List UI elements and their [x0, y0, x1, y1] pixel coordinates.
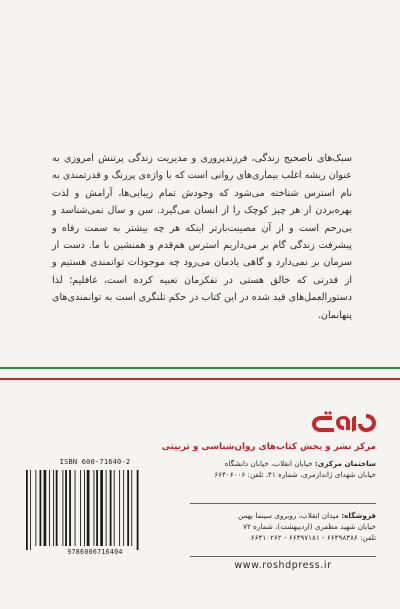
barcode-bar — [26, 470, 28, 550]
central-address-line: خیابان شهدای ژاندارمری، شماره ۴۱، تلفن: ۶۶۴۰۶۰۰۶ — [214, 470, 376, 479]
barcode-bar — [49, 470, 50, 546]
barcode-bar — [110, 470, 112, 546]
barcode-bar — [40, 470, 42, 546]
central-office-address — [166, 458, 376, 480]
barcode-bar — [123, 470, 124, 546]
blurb-paragraph: سبک‌های ناصحیح زندگی، فرزندپروری و مدیریت زندگی پرتنش امروزی به عنوان ریشه اغلب بیماری‌های روانی است که با واژه‌ی پررنگ و قدرتمندی به نام استرس شناخته می‌شود که وجودش تمام زیبایی‌ها، آرامش و لذت بهره‌بردن از هر چیز کوچک را از انسان می‌گیرد. سن و سال نمی‌شناسد و بی‌رحم است و از آن مصیبت‌بارتر اینکه هر چه بیشتر به سمت رفاه و پیشرفت زندگی گام بر می‌داریم استرس هم‌قدم و همنشین با ما. دست از سرمان بر نمی‌دارد و گاهی یادمان می‌رود چه موجودات توانمندی هستیم و از قدرتی که خالق هستی در تفکرمان تعبیه کرده است، غافلیم؛ لذا دستورالعمل‌های قید شده در این کتاب در حکم تلنگری است به توانمندی‌های پنهانمان. — [52, 153, 352, 321]
barcode-bar — [127, 470, 129, 546]
red-stripe — [0, 378, 400, 380]
barcode-bar — [65, 470, 67, 546]
barcode-bar — [84, 470, 85, 546]
central-office-label: ساختمان مرکزی: — [314, 459, 376, 468]
isbn-label: ISBN 600-71640-2 — [59, 458, 131, 466]
store-phone-line: تلفن: ۶۶۴۹۸۳۸۶ - ۶۶۴۹۷۱۸۱ - ۶۶۴۱۰۲۶۲ — [250, 533, 376, 542]
publisher-logo — [306, 410, 378, 436]
store-address-line: میدان انقلاب، روبروی سینما بهمن — [238, 511, 339, 520]
barcode-bar — [94, 470, 95, 546]
barcode-bar — [56, 470, 58, 546]
book-blurb — [52, 150, 352, 324]
central-address-line: خیابان انقلاب، خیابان دانشگاه — [224, 459, 313, 468]
barcode-bar — [119, 470, 120, 546]
barcode-bar — [44, 470, 47, 546]
barcode-bar — [80, 470, 81, 546]
barcode — [20, 468, 170, 550]
barcode-bar — [114, 470, 115, 546]
barcode-number: 9786006716404 — [67, 548, 123, 556]
store-address-line: خیابان شهید مظفری (اردیبهشت)، شماره ۷۲ — [243, 522, 376, 531]
barcode-bar — [35, 470, 36, 546]
barcode-bar — [75, 470, 76, 546]
barcode-bar — [131, 470, 132, 546]
barcode-bar — [100, 470, 103, 546]
barcode-bar — [87, 470, 90, 546]
barcode-bar — [30, 470, 31, 550]
store-label: فروشگاه: — [341, 511, 376, 520]
barcode-bar — [96, 470, 98, 546]
barcode-bar — [137, 470, 139, 550]
website-url[interactable]: www.roshdpress.ir — [234, 560, 332, 571]
store-address — [166, 510, 376, 543]
barcode-bar — [62, 470, 63, 546]
divider — [190, 556, 376, 557]
barcode-bar — [106, 470, 107, 546]
green-stripe — [0, 367, 400, 369]
divider — [190, 503, 376, 504]
barcode-bar — [53, 470, 54, 546]
publisher-title: مرکز نشر و پخش کتاب‌های روان‌شناسی و تربیتی — [161, 442, 376, 452]
barcode-bar — [69, 470, 71, 546]
